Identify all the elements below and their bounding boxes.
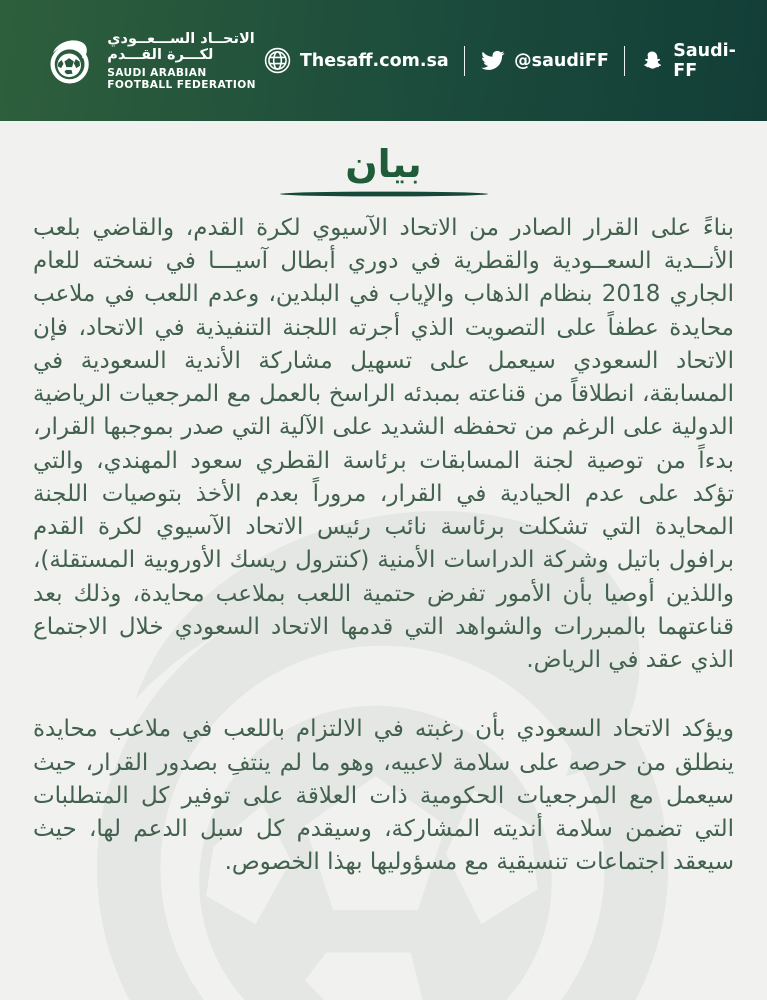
twitter-handle-link[interactable]: @saudiFF: [514, 50, 609, 71]
divider: [624, 46, 625, 76]
statement-content: [0, 142, 767, 879]
snapchat-ghost-icon: [640, 49, 664, 73]
federation-name: [107, 31, 264, 91]
federation-name-arabic: الاتحــاد الســـعــودي لكـــرة القـــدم: [107, 30, 255, 63]
social-links: [264, 41, 737, 81]
twitter-bird-icon: [480, 48, 505, 73]
header: [0, 0, 767, 121]
federation-logo: [46, 22, 264, 100]
divider: [464, 46, 465, 76]
statement-paragraph-1: بناءً على القرار الصادر من الاتحاد الآسيوي لكرة القدم، والقاضي بلعب الأنــدية السعــودية والقطرية في دوري أبطال آسيـــا في نسخته للعام الجاري 2018 بنظام الذهاب والإياب في البلدين، وعدم اللعب في ملاعب محايدة عطفاً على التصويت الذي أجرته اللجنة التنفيذية في الاتحاد، فإن الاتحاد السعودي سيعمل على تسهيل مشاركة الأندية السعودية في المسابقة، انطلاقاً من قناعته بمبدئه الراسخ بالعمل مع المرجعيات الرياضية الدولية على الرغم من تحفظه الشديد على الآلية التي صدر بموجبها القرار، بدءاً من توصية لجنة المسابقات برئاسة القطري سعود المهندي، والتي تؤكد على عدم الحيادية في القرار، مروراً بعدم الأخذ بتوصيات اللجنة المحايدة التي تشكلت برئاسة نائب رئيس الاتحاد الآسيوي لكرة القدم برافول باتيل وشركة الدراسات الأمنية (كنترول ريسك الأوروبية المستقلة)، واللذين أوصيا بأن الأمور تفرض حتمية اللعب بملاعب محايدة، وذلك بعد قناعتهما بالمبررات والشواهد التي قدمها الاتحاد السعودي خلال الاجتماع الذي عقد في الرياض.: [33, 215, 734, 674]
falcon-ball-emblem-icon: [46, 22, 93, 100]
snapchat-handle-link[interactable]: Saudi-FF: [673, 40, 736, 81]
federation-name-english: SAUDI ARABIAN FOOTBALL FEDERATION: [107, 66, 256, 91]
title-underline: [280, 191, 488, 197]
statement-paragraph-2: ويؤكد الاتحاد السعودي بأن رغبته في الالتزام باللعب في ملاعب محايدة ينطلق من حرصه على سلامة لاعبيه، وهو ما لم ينتفِ بصدور القرار، حيث سيعمل مع المرجعيات الحكومية ذات العلاقة على توفير كل المتطلبات التي تضمن سلامة أنديته المشاركة، وسيقدم كل سبل الدعم لها، حيث سيعقد اجتماعات تنسيقية مع مسؤوليها بهذا الخصوص.: [33, 716, 734, 876]
statement-title: بيان: [345, 142, 422, 186]
website-link[interactable]: Thesaff.com.sa: [299, 50, 449, 71]
statement-body: [33, 212, 734, 879]
globe-icon: [264, 47, 291, 74]
